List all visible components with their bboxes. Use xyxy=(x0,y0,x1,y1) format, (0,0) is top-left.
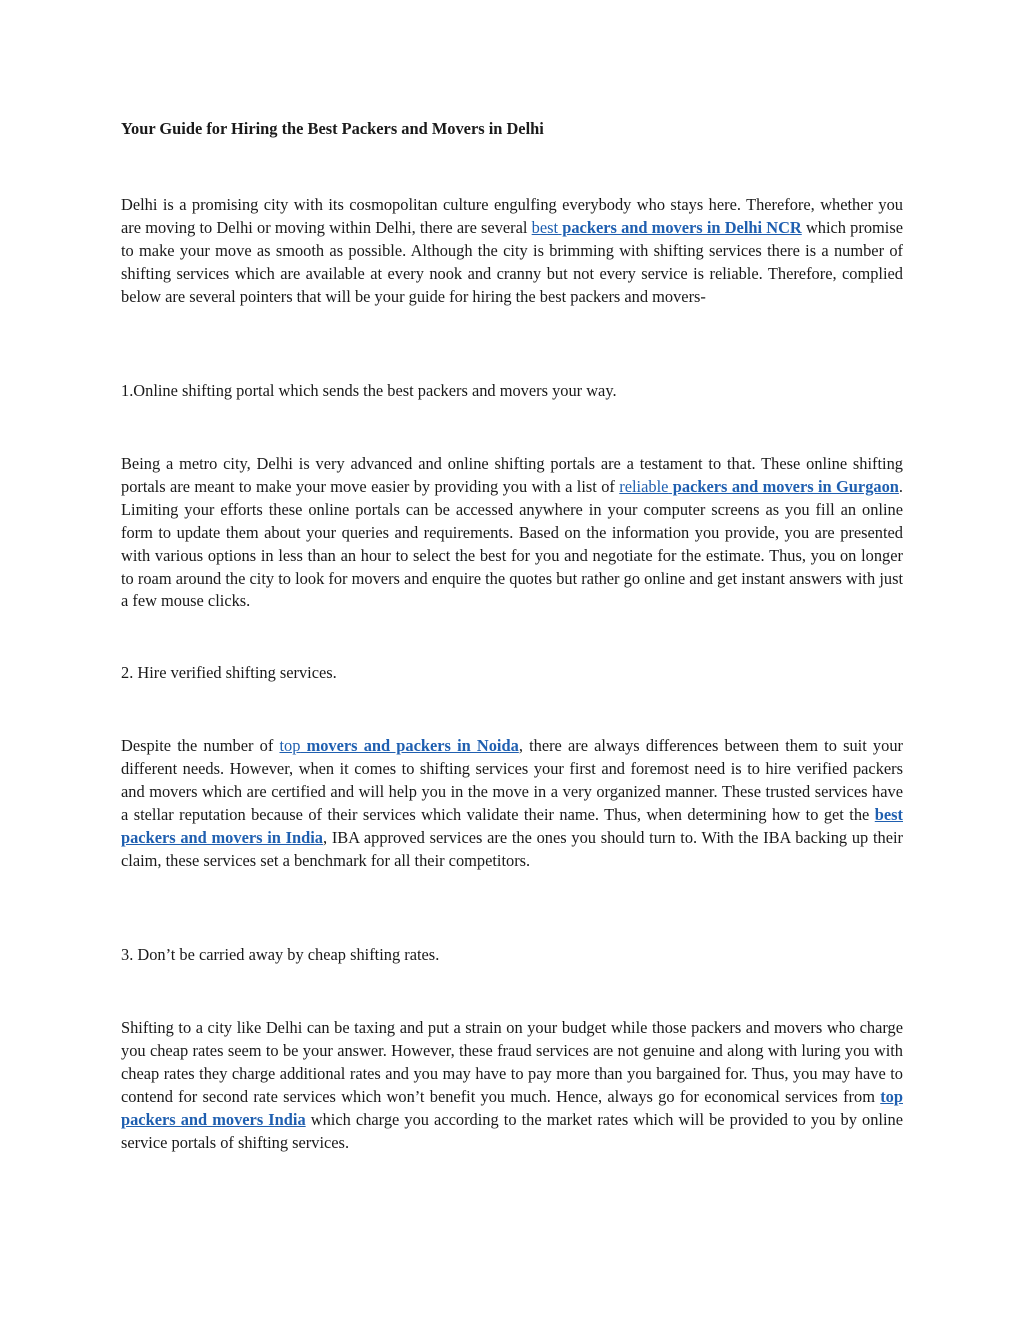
point-2-paragraph xyxy=(121,735,903,872)
point-1-heading: 1.Online shifting portal which sends the best packers and movers your way. xyxy=(121,381,617,400)
point-3-text-2: which charge you according to the market rates which will be provided to you by online service portals of shifting services. xyxy=(121,1109,903,1152)
point-3-text-1: Shifting to a city like Delhi can be taxing and put a strain on your budget while those packers and movers who charge you cheap rates seem to be your answer. However, these fraud services are not genuine and along with luring you with cheap rates they charge additional rates and you may have to pay more than you bargained for. Thus, you may have to contend for second rate services which won’t benefit you much. Hence, always go for economical services from xyxy=(121,1018,903,1106)
intro-text-2: which promise to make your move as smooth as possible. Although the city is brimming with shifting services there is a number of shifting services which are available at every nook and cranny but not every service is reliable. Therefore, complied below are several pointers that will be your guide for hiring the best packers and movers- xyxy=(121,217,903,306)
link-movers-packers-noida[interactable]: top movers and packers in Noida xyxy=(279,736,519,755)
link-packers-movers-india[interactable]: best packers and movers in India xyxy=(121,804,903,847)
intro-paragraph xyxy=(121,194,903,309)
point-3-paragraph xyxy=(121,1017,903,1154)
intro-text-1: Delhi is a promising city with its cosmopolitan culture engulfing everybody who stays here. Therefore, whether you are moving to Delhi or moving within Delhi, there are several xyxy=(121,195,903,237)
document-title: Your Guide for Hiring the Best Packers and Movers in Delhi xyxy=(121,119,544,138)
point-2-text-1: Despite the number of xyxy=(121,736,280,755)
point-2-text-3: , IBA approved services are the ones you should turn to. With the IBA backing up their claim, these services set a benchmark for all their competitors. xyxy=(121,827,903,870)
point-1-text-2: . Limiting your efforts these online portals can be accessed anywhere in your computer screens as you fill an online form to update them about your queries and requirements. Based on the information you provide, you are presented with various options in less than an hour to select the best for you and negotiate for the estimate. Thus, you on longer to roam around the city to look for movers and enquire the quotes but rather go online and get instant answers with just a few mouse clicks. xyxy=(121,476,904,611)
link-top-packers-movers-india[interactable]: top packers and movers India xyxy=(121,1086,903,1129)
link-packers-movers-delhi-ncr[interactable]: best packers and movers in Delhi NCR xyxy=(531,217,802,237)
point-2-heading: 2. Hire verified shifting services. xyxy=(121,663,337,682)
point-2-text-2: , there are always differences between them to suit your different needs. However, when it comes to shifting services your first and foremost need is to hire verified packers and movers which are certified and will help you in the move in a very organized manner. These trusted services have a stellar reputation because of their services which validate their name. Thus, when determining how to get the xyxy=(121,736,903,824)
point-1-paragraph xyxy=(121,453,903,613)
link-packers-movers-gurgaon[interactable]: reliable packers and movers in Gurgaon xyxy=(619,476,899,496)
point-3-heading: 3. Don’t be carried away by cheap shifting rates. xyxy=(121,945,440,964)
point-1-text-1: Being a metro city, Delhi is very advanced and online shifting portals are a testament to that. These online shifting portals are meant to make your move easier by providing you with a list of xyxy=(121,454,903,496)
